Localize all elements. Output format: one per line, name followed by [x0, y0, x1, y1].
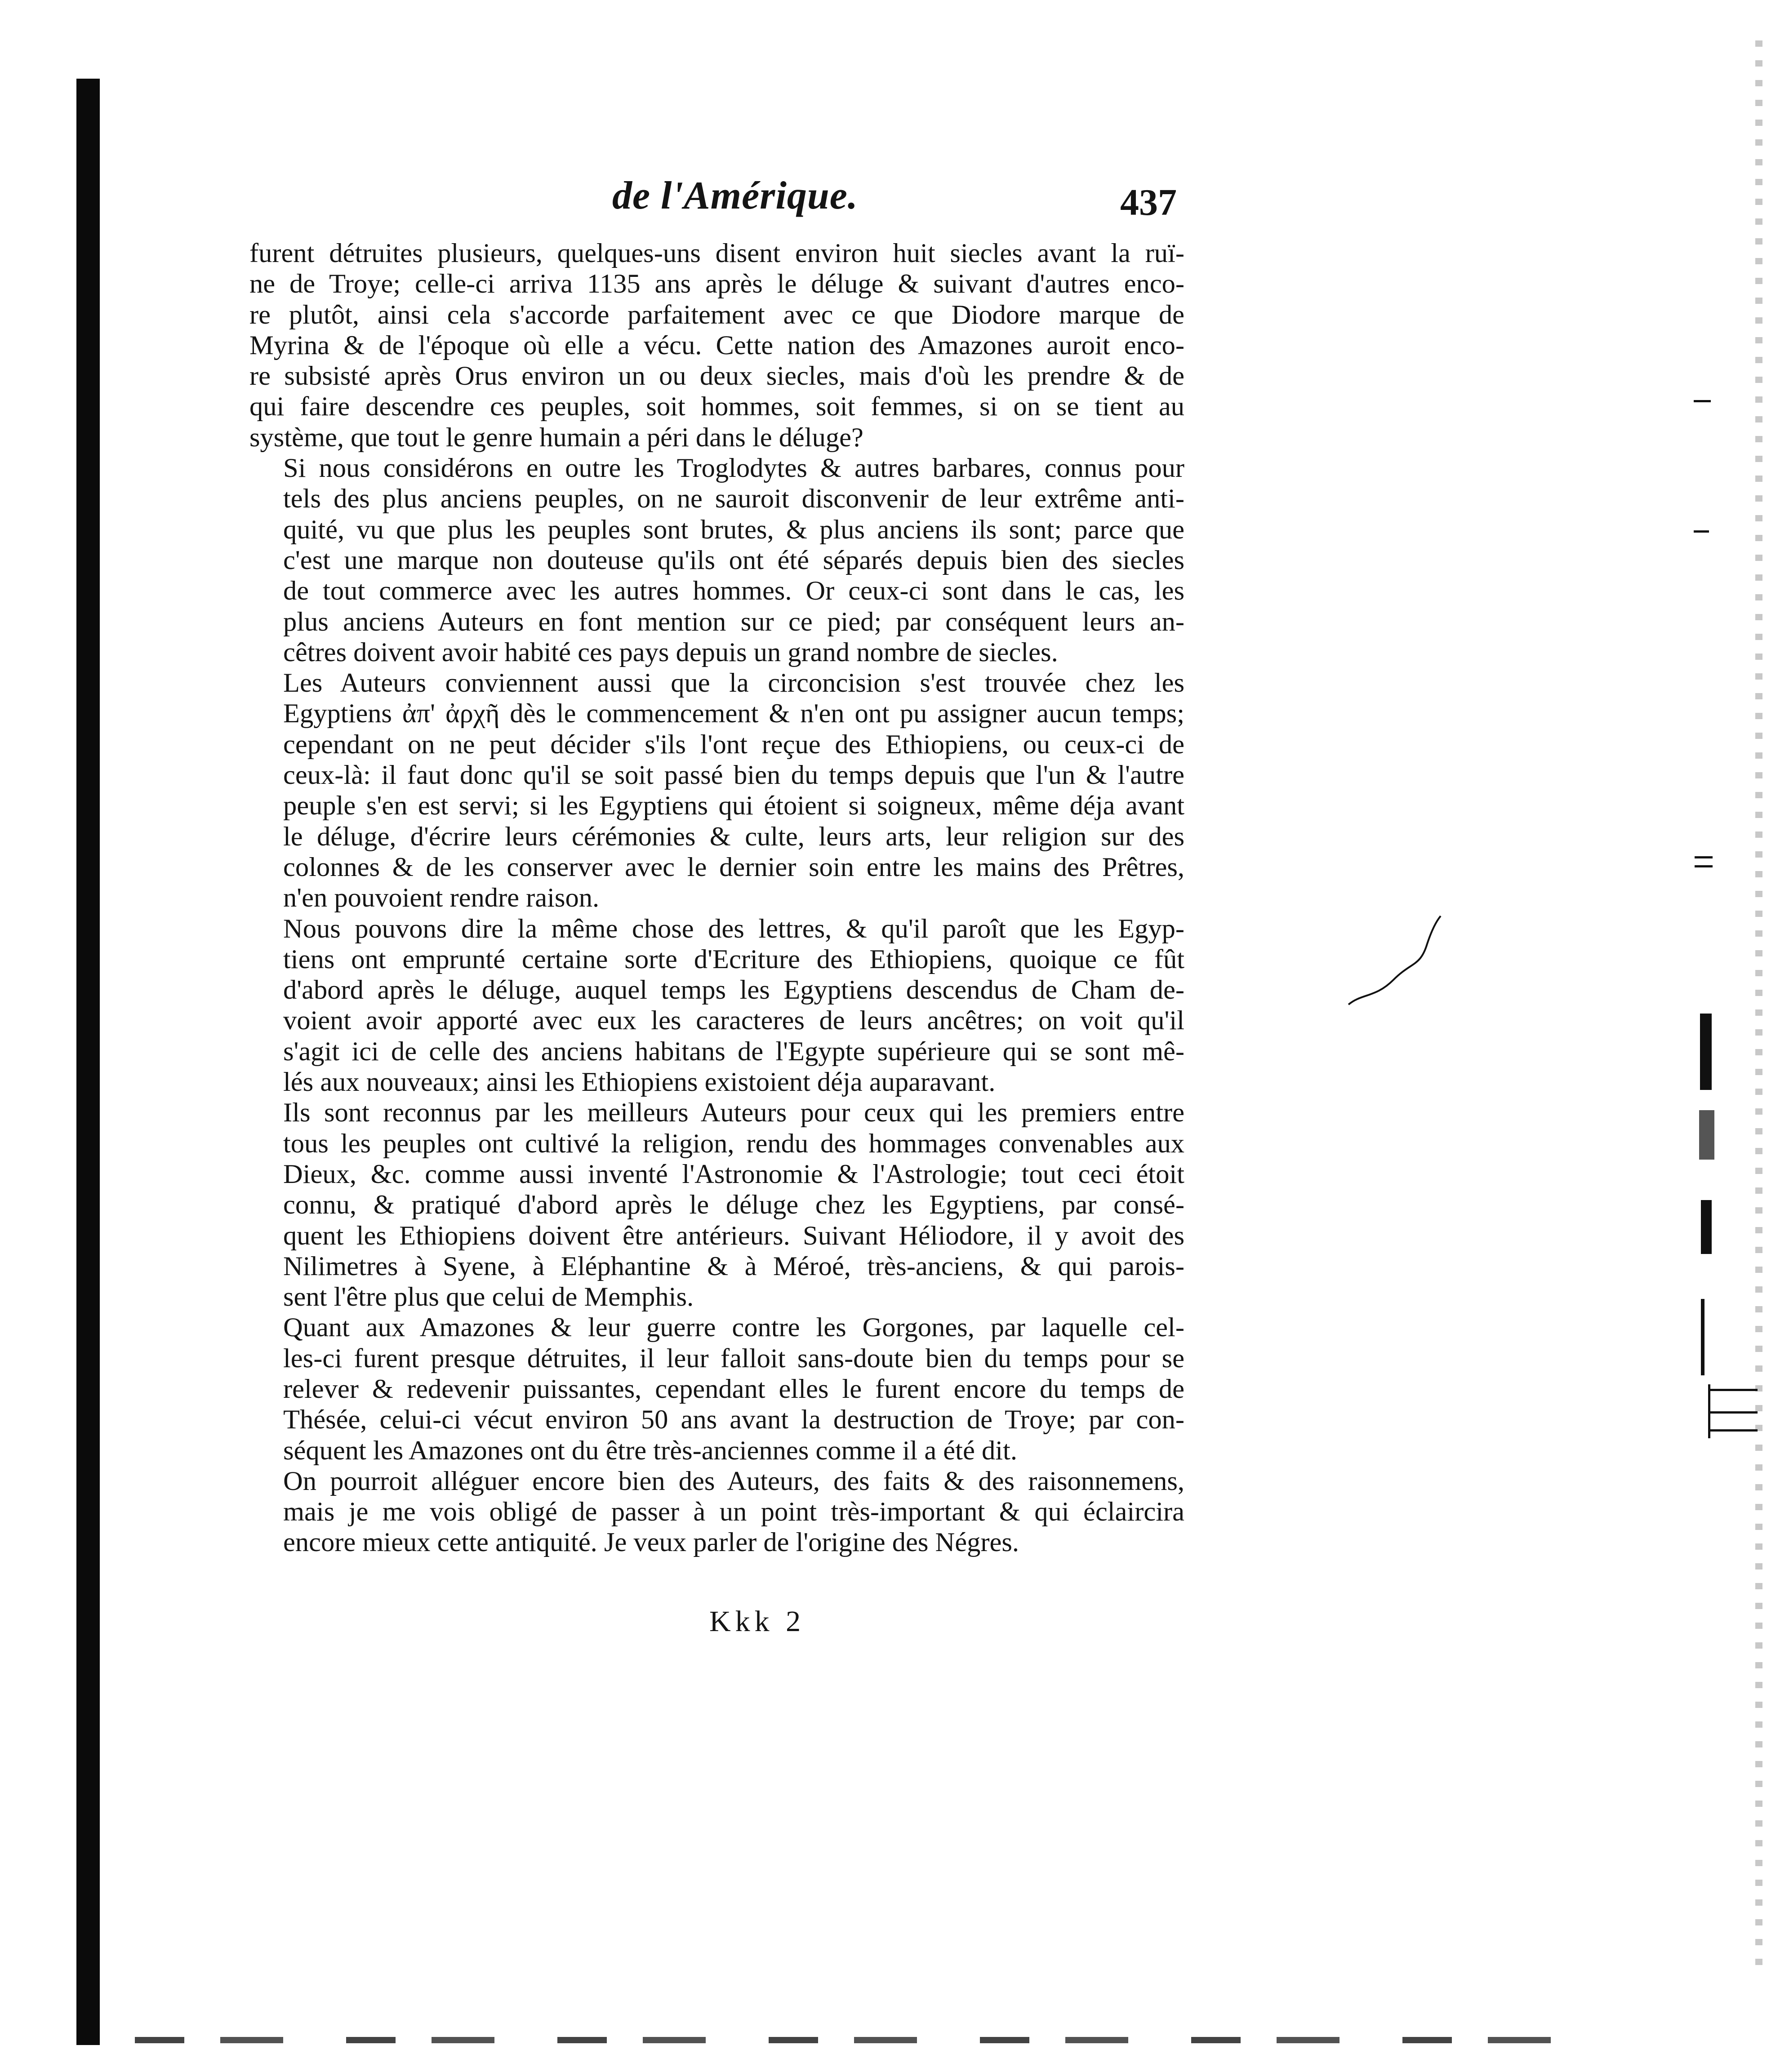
text-line: Si nous considérons en outre les Troglodytes & autres barbares, connus pour — [283, 453, 1184, 484]
text-line: qui faire descendre ces peuples, soit hommes, soit femmes, si on se tient au — [249, 391, 1184, 422]
text-line: d'abord après le déluge, auquel temps les Egyptiens descendus de Cham de- — [283, 975, 1184, 1005]
binding-shadow — [76, 79, 100, 2045]
paragraph — [249, 668, 1184, 913]
text-line: de tout commerce avec les autres hommes. Or ceux-ci sont dans le cas, les — [283, 576, 1184, 606]
running-title: de l'Amérique. — [612, 174, 858, 218]
text-line: On pourroit alléguer encore bien des Auteurs, des faits & des raisonnemens, — [283, 1466, 1184, 1496]
edge-mark — [1700, 1014, 1712, 1090]
edge-mark — [1699, 1110, 1714, 1160]
text-line: tous les peuples ont cultivé la religion, rendu des hommages convenables aux — [283, 1128, 1184, 1159]
text-line: système, que tout le genre humain a péri dans le déluge? — [249, 422, 863, 453]
text-line: Dieux, &c. comme aussi inventé l'Astronomie & l'Astrologie; tout ceci étoit — [283, 1159, 1184, 1189]
text-line: lés aux nouveaux; ainsi les Ethiopiens existoient déja auparavant. — [283, 1067, 996, 1098]
signature-mark: Kkk 2 — [709, 1605, 805, 1638]
text-line: encore mieux cette antiquité. Je veux parler de l'origine des Négres. — [283, 1527, 1019, 1558]
edge-mark — [1708, 1384, 1710, 1438]
text-line: furent détruites plusieurs, quelques-uns disent environ huit siecles avant la ruï- — [249, 238, 1184, 268]
text-line: quent les Ethiopiens doivent être antérieurs. Suivant Héliodore, il y avoit des — [283, 1220, 1184, 1251]
text-line: séquent les Amazones ont du être très-anciennes comme il a été dit. — [283, 1435, 1017, 1466]
text-line: n'en pouvoient rendre raison. — [283, 883, 600, 913]
text-line: plus anciens Auteurs en font mention sur ce pied; par conséquent leurs an- — [283, 606, 1184, 637]
edge-mark — [1708, 1429, 1758, 1432]
page-edge-bottom — [135, 2037, 1573, 2043]
text-line: re plutôt, ainsi cela s'accorde parfaitement avec ce que Diodore marque de — [249, 299, 1184, 330]
paragraph — [249, 1312, 1184, 1466]
text-line: re subsisté après Orus environ un ou deux siecles, mais d'où les prendre & de — [249, 361, 1184, 391]
edge-mark — [1701, 1200, 1712, 1254]
page-number: 437 — [1120, 182, 1177, 223]
edge-mark — [1708, 1389, 1758, 1391]
text-line: relever & redevenir puissantes, cependant elles le furent encore du temps de — [283, 1374, 1184, 1404]
text-line: le déluge, d'écrire leurs cérémonies & culte, leurs arts, leur religion sur des — [283, 821, 1184, 852]
text-line: mais je me vois obligé de passer à un point très-important & qui éclaircira — [283, 1497, 1184, 1527]
text-line: Thésée, celui-ci vécut environ 50 ans avant la destruction de Troye; par con- — [283, 1405, 1184, 1435]
edge-mark — [1708, 1411, 1758, 1414]
paragraph — [249, 1466, 1184, 1558]
edge-mark — [1695, 865, 1713, 867]
text-line: quité, vu que plus les peuples sont brutes, & plus anciens ils sont; parce que — [283, 514, 1184, 545]
edge-mark — [1694, 530, 1709, 533]
text-line: Myrina & de l'époque où elle a vécu. Cette nation des Amazones auroit enco- — [249, 330, 1184, 360]
text-line: Egyptiens ἀπ' ἀρχῆ dès le commencement & n'en ont pu assigner aucun temps; — [283, 698, 1184, 729]
page-edge-right — [1755, 40, 1762, 1973]
ink-squiggle — [1344, 912, 1452, 1016]
text-line: ceux-là: il faut donc qu'il se soit passé bien du temps depuis que l'un & l'autre — [283, 760, 1184, 791]
text-line: tels des plus anciens peuples, on ne sauroit disconvenir de leur extrême anti- — [283, 484, 1184, 514]
text-line: sent l'être plus que celui de Memphis. — [283, 1282, 694, 1312]
text-line: Quant aux Amazones & leur guerre contre les Gorgones, par laquelle cel- — [283, 1312, 1184, 1343]
text-line: c'est une marque non douteuse qu'ils ont été séparés depuis bien des siecles — [283, 545, 1184, 575]
text-line: s'agit ici de celle des anciens habitans de l'Egypte supérieure qui se sont mê- — [283, 1036, 1184, 1067]
edge-mark — [1695, 856, 1713, 858]
text-line: tiens ont emprunté certaine sorte d'Ecriture des Ethiopiens, quoique ce fût — [283, 944, 1184, 974]
paragraph — [249, 238, 1184, 453]
text-line: connu, & pratiqué d'abord après le déluge chez les Egyptiens, par consé- — [283, 1190, 1184, 1220]
edge-mark — [1701, 1299, 1704, 1375]
paragraph — [249, 453, 1184, 668]
body-text — [249, 238, 1184, 1558]
text-line: ne de Troye; celle-ci arriva 1135 ans après le déluge & suivant d'autres enco- — [249, 269, 1184, 299]
text-line: cêtres doivent avoir habité ces pays depuis un grand nombre de siecles. — [283, 637, 1058, 667]
text-line: colonnes & de les conserver avec le dernier soin entre les mains des Prêtres, — [283, 852, 1184, 882]
text-line: cependant on ne peut décider s'ils l'ont reçue des Ethiopiens, ou ceux-ci de — [283, 729, 1184, 760]
text-line: Ils sont reconnus par les meilleurs Auteurs pour ceux qui les premiers entre — [283, 1098, 1184, 1128]
edge-mark — [1694, 400, 1711, 402]
text-line: Nous pouvons dire la même chose des lettres, & qu'il paroît que les Egyp- — [283, 913, 1184, 944]
text-line: les-ci furent presque détruites, il leur falloit sans-doute bien du temps pour se — [283, 1343, 1184, 1374]
text-line: Les Auteurs conviennent aussi que la circoncision s'est trouvée chez les — [283, 668, 1184, 698]
paragraph — [249, 1098, 1184, 1312]
text-line: voient avoir apporté avec eux les caracteres de leurs ancêtres; on voit qu'il — [283, 1005, 1184, 1036]
text-line: Nilimetres à Syene, à Eléphantine & à Méroé, très-anciens, & qui parois- — [283, 1251, 1184, 1281]
text-line: peuple s'en est servi; si les Egyptiens qui étoient si soigneux, même déja avant — [283, 791, 1184, 821]
paragraph — [249, 914, 1184, 1098]
